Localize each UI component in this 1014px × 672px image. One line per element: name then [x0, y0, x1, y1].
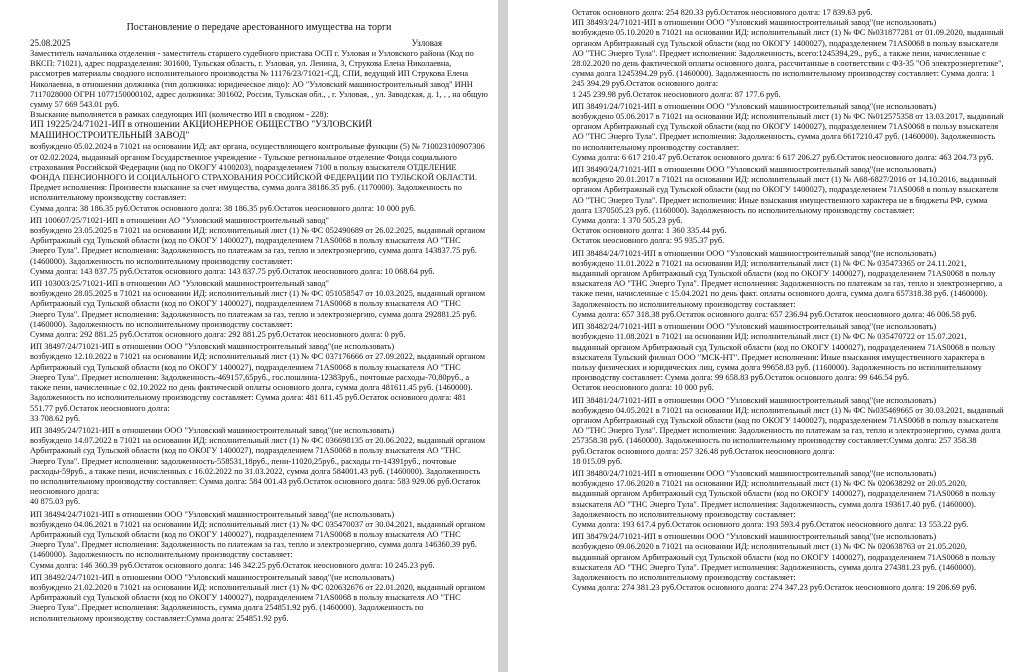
entry-head: ИП 38495/24/71021-ИП в отношении ООО "Узловский машиностроительный завод"(не использовать) — [30, 425, 395, 435]
entry-sum: 33 708.62 руб. — [30, 413, 81, 423]
entry-head: ИП 19225/24/71021-ИП в отношении АКЦИОНЕРНОЕ ОБЩЕСТВО "УЗЛОВСКИЙ МАШИНОСТРОИТЕЛЬНЫЙ ЗАВОД" — [30, 120, 373, 142]
entry-body: возбуждено 04.05.2021 в 71021 на основании ИД: исполнительный лист (1) № ФС №035469665 от 30.03.2021, выданный органом Арбитражный суд Тульской области (код по ОКОГУ 1400027), подразделением 71AS0068 в пользу взыскателя АО "ТНС Энерго Тула". Предмет исполнения: Задолженность по платежам за газ, тепло и электроэнергию, сумма долга 257358.38 руб. (1460000). Задолженность по исполнительному производству составляет:Сумма долга: 257 358.38 руб.Остаток основного долга: 257 326.48 руб.Остаток неосновного долга: — [572, 405, 1004, 456]
intro-paragraph: Заместитель начальника отделения - заместитель старшего судебного пристава ОСП г. Узловая и Узловского района (Код по ВКСП: 71021), адрес подразделения: 301600, Тульская область, г. Узловая, ул. Ленина, 3, Струкова Елена Николаевна, рассмотрев материалы сводного исполнительного производства № 11176/23/71021-СД, СПИ, ведущий ИП Струкова Елена Николаевна, в отношении должника (тип должника: юридическое лицо): АО "Узловский машиностроительный завод" ИНН 7117028000 ОГРН 1077150000102, адрес должника: 301602, Россия, Тульская обл., , г. Узловая, , ул. Заводская, д. 1, , , на общую сумму 57 669 543.01 руб. — [30, 49, 488, 110]
entry-head: ИП 38480/24/71021-ИП в отношении ООО "Узловский машиностроительный завод"(не использовать) — [572, 468, 937, 478]
entry-body: возбуждено 04.06.2021 в 71021 на основании ИД: исполнительный лист (1) № ФС 035470037 от 30.04.2021, выданный органом Арбитражный суд Тульской области (код по ОКОГУ 1400027), подразделением 71AS0068 в пользу взыскателя АО "ТНС Энерго Тула". Предмет исполнения: Задолженность по платежам за газ, тепло и электроэнергию, сумма долга 146360.39 руб. (1460000). Задолженность по исполнительному производству составляет: — [30, 519, 486, 560]
enforcement-entry — [572, 469, 1004, 530]
entry-head: ИП 38494/24/71021-ИП в отношении ООО "Узловский машиностроительный завод"(не использовать) — [30, 509, 395, 519]
entry-head: ИП 38484/24/71021-ИП в отношении ООО "Узловский машиностроительный завод"(не использовать) — [572, 248, 937, 258]
continued-sum: Остаток основного долга: 254 820.33 руб.Остаток неосновного долга: 17 839.63 руб. — [572, 8, 873, 17]
entry-sum: 18 015.09 руб. — [572, 456, 623, 466]
entry-sum: Сумма долга: 274 381.23 руб.Остаток основного долга: 274 347.23 руб.Остаток неосновного долга: 19 206.69 руб. — [572, 583, 977, 593]
entry-body: возбуждено 09.06.2020 в 71021 на основании ИД: исполнительный лист (1) № ФС № 020638763 от 21.05.2020, выданный органом Арбитражный суд Тульской области (код по ОКОГУ 1400027), подразделением 71AS0068 в пользу взыскателя АО "ТНС Энерго Тула". Предмет исполнения: Задолженность, сумма долга 274381.23 руб. (1460000). Задолженность по исполнительному производству составляет: — [572, 542, 996, 582]
entry-head: ИП 38491/24/71021-ИП в отношении ООО "Узловский машиностроительный завод"(не использовать) — [572, 101, 937, 111]
entry-body: возбуждено 05.02.2024 в 71021 на основании ИД: акт органа, осуществляющего контрольные функции (5) № 710023100907306 от 02.02.2024, выданный органом Государственное учреждение - Тульское региональное отделение Фонда социального страхования Российской Федерации (код по ОКОГУ 4100203), подразделением 7100 в пользу взыскателя ОТДЕЛЕНИЕ ФОНДА ПЕНСИОННОГО И СОЦИАЛЬНОГО СТРАХОВАНИЯ РОССИЙСКОЙ ФЕДЕРАЦИИ ПО ТУЛЬСКОЙ ОБЛАСТИ. Предмет исполнения: Произвести взыскание за счет имущества, сумма долга 38186.35 руб. (1170000). Задолженность по исполнительному производству составляет: — [30, 142, 485, 203]
entry-body: возбуждено 23.05.2025 в 71021 на основании ИД: исполнительный лист (1) № ФС 052490689 от 26.02.2025, выданный органом Арбитражный суд Тульской области (код по ОКОГУ 1400027), подразделением 71AS0068 в пользу взыскателя АО "ТНС Энерго Тула". Предмет исполнения: Задолженность по платежам за газ, тепло и электроэнергию, сумма долга 143837.75 руб. (1460000). Задолженность по исполнительному производству составляет: — [30, 226, 486, 266]
enforcement-entry — [30, 120, 488, 213]
enforcement-entry — [30, 279, 488, 340]
enforcement-entry — [572, 532, 1004, 593]
entry-body: возбуждено 28.05.2025 в 71021 на основании ИД: исполнительный лист (1) № ФС 051058547 от 10.03.2025, выданный органом Арбитражный суд Тульской области (код по ОКОГУ 1400027), подразделением 71AS0068 в пользу взыскателя АО "ТНС Энерго Тула". Предмет исполнения: Задолженность по платежам за газ, тепло и электроэнергию, сумма долга 292881.25 руб. (1460000). Задолженность по исполнительному производству составляет: — [30, 289, 486, 329]
document-date: 25.08.2025 — [30, 38, 71, 48]
entry-sum: Остаток неосновного долга: 10 000 руб. — [572, 383, 714, 393]
entry-head: ИП 38482/24/71021-ИП в отношении ООО "Узловский машиностроительный завод"(не использовать) — [572, 322, 937, 332]
entry-body: возбуждено 17.06.2020 в 71021 на основании ИД: исполнительный лист (1) № ФС № 020638292 от 20.05.2020, выданный органом Арбитражный суд Тульской области (код по ОКОГУ 1400027), подразделением 71AS0068 в пользу взыскателя АО "ТНС Энерго Тула". Предмет исполнения: Задолженность, сумма долга 193617.40 руб. (1460000). Задолженность по исполнительному производству составляет: — [572, 479, 996, 519]
entry-head: ИП 38492/24/71021-ИП в отношении ООО "Узловский машиностроительный завод"(не использовать) — [30, 572, 395, 582]
entry-sum: Сумма долга: 292 881.25 руб.Остаток основного долга: 292 881.25 руб.Остаток неосновного долга: 0 руб. — [30, 330, 406, 340]
document-page-left — [0, 0, 498, 672]
entry-sum: Сумма долга: 193 617.4 руб.Остаток основного долга: 193 593.4 руб.Остаток неосновного долга: 13 553.22 руб. — [572, 519, 969, 529]
entry-head: ИП 38481/24/71021-ИП в отношении ООО "Узловский машиностроительный завод"(не использовать) — [572, 395, 937, 405]
enforcement-entry — [30, 426, 488, 508]
entry-head: ИП 38479/24/71021-ИП в отношении ООО "Узловский машиностроительный завод"(не использовать) — [572, 532, 937, 542]
entry-body: возбуждено 05.10.2020 в 71021 на основании ИД: исполнительный лист (1) № ФС №031877281 от 01.09.2020, выданный органом Арбитражный суд Тульской области (код по ОКОГУ 1400027), подразделением 71AS0068 в пользу взыскателя АО "ТНС Энерго Тула". Предмет исполнения: Задолженность, всего:1245394,29., руб., а также пени, начисленные с 28.02.2020 по день фактической оплаты основного долга, рассчитанные в соответствии с ФЗ-35 "Об электроэнергетике", сумма долга 1245394.29 руб. (1460000). Задолженность по исполнительному производству составляет: Сумма долга: 1 245 394.29 руб.Остаток основного долга: — [572, 28, 1004, 89]
enforcement-entry — [30, 573, 488, 624]
subintro-paragraph: Взыскание выполняется в рамках следующих ИП (количество ИП в сводном - 228): — [30, 110, 329, 120]
enforcement-entry — [572, 165, 1004, 247]
entry-sum: Сумма долга: 6 617 210.47 руб.Остаток основного долга: 6 617 206.27 руб.Остаток неосновного долга: 463 204.73 руб. — [572, 152, 994, 162]
entry-head: ИП 100607/25/71021-ИП в отношении АО "Узловский машиностроительный завод" — [30, 215, 329, 225]
entry-body: возбуждено 11.01.2022 в 71021 на основании ИД: исполнительный лист (1) № ФС № 035473365 от 24.11.2021, выданный органом Арбитражный суд Тульской области (код по ОКОГУ 1400027), подразделением 71AS0068 в пользу взыскателя АО "ТНС Энерго Тула". Предмет исполнения: Задолженность по платежам за газ, тепло и электроэнергию, а также пени, начисленные с 15.04.2021 по день факт. оплаты основного долга, сумма долга 657318.38 руб. (1460000). Задолженность по исполнительному производству составляет: — [572, 258, 1003, 309]
enforcement-entry — [572, 396, 1004, 467]
entry-head: ИП 103003/25/71021-ИП в отношении АО "Узловский машиностроительный завод" — [30, 279, 329, 289]
enforcement-entry — [572, 249, 1004, 320]
entry-sum: Сумма долга: 143 837.75 руб.Остаток основного долга: 143 837.75 руб.Остаток неосновного долга: 10 068.64 руб. — [30, 266, 435, 276]
entry-sum: Сумма долга: 1 370 505.23 руб. Остаток основного долга: 1 360 335.44 руб. Остаток неосновного долга: 95 935.37 руб. — [572, 216, 727, 246]
enforcement-entry — [572, 102, 1004, 163]
entry-body: возбуждено 14.07.2022 в 71021 на основании ИД: исполнительный лист (1) № ФС 036698135 от 20.06.2022, выданный органом Арбитражный суд Тульской области (код по ОКОГУ 1400027), подразделением 71AS0068 в пользу взыскателя АО "ТНС Энерго Тула". Предмет исполнения: задолженность-558531,18руб., пени-11020,25руб., расходы гп-14391руб., почтовые расходы-59руб., а также пени, исчисленных с 16.02.2022 по 31.03.2022, сумма долга 584001.43 руб. (1460000). Задолженность по исполнительному производству составляет: Сумма долга: 584 001.43 руб.Остаток основного долга: 583 929.06 руб.Остаток неосновного долга: — [30, 436, 486, 497]
entry-body: возбуждено 20.01.2017 в 71021 на основании ИД: исполнительный лист (1) № А68-6827/2016 от 14.10.2016, выданный органом Арбитражный суд Тульской области (код по ОКОГУ 1400027), подразделением 71AS0068 в пользу взыскателя АО "ТНС Энерго Тула". Предмет исполнения: Иные взыскания имущественного характера не в бюджеты РФ, сумма долга 1370505.23 руб. (1160000). Задолженность по исполнительному производству составляет: — [572, 175, 999, 215]
document-city: Узловая — [411, 38, 442, 48]
entry-body: возбуждено 12.10.2022 в 71021 на основании ИД: исполнительный лист (1) № ФС 037176666 от 27.09.2022, выданный органом Арбитражный суд Тульской области (код по ОКОГУ 1400027), подразделением 71AS0068 в пользу взыскателя АО "ТНС Энерго Тула". Предмет исполнения: Задолженность-469157,65руб., гос.пошлина-12383руб., почтовые расходы-70,80руб., а также пени, начисленные с 02.10.2022 по день фактической оплаты основного долга, сумма долга 481611.45 руб. (1460000). Задолженность по исполнительному производству составляет: Сумма долга: 481 611.45 руб.Остаток основного долга: 481 551.77 руб.Остаток неосновного долга: — [30, 352, 486, 413]
entry-head: ИП 38490/24/71021-ИП в отношении ООО "Узловский машиностроительный завод"(не использовать) — [572, 165, 937, 175]
page-gap — [498, 0, 508, 672]
document-title: Постановление о передаче арестованного имущества на торги — [126, 22, 392, 33]
enforcement-entry — [572, 322, 1004, 393]
entry-sum: 1 245 239.98 руб.Остаток неосновного долга: 87 177.6 руб. — [572, 89, 781, 99]
document-page-right — [508, 0, 1014, 672]
entry-head: ИП 38497/24/71021-ИП в отношении ООО "Узловский машиностроительный завод"(не использовать) — [30, 342, 395, 352]
entry-body: возбуждено 05.06.2017 в 71021 на основании ИД: исполнительный лист (1) № ФС №012575358 от 13.03.2017, выданный органом Арбитражный суд Тульской области (код по ОКОГУ 1400027), подразделением 71AS0068 в пользу взыскателя АО "ТНС Энерго Тула". Предмет исполнения: Задолженность, сумма долга 6617210.47 руб. (1460000). Задолженность по исполнительному производству составляет: — [572, 112, 1004, 152]
entry-sum: 40 875.03 руб. — [30, 497, 81, 507]
entry-body: возбуждено 11.08.2021 в 71021 на основании ИД: исполнительный лист (1) № ФС № 035470722 от 15.07.2021, выданный органом Арбитражный суд Тульской области (код по ОКОГУ 1400027), подразделением 71AS0068 в пользу взыскателя Тульский филиал ООО "МСК-НТ". Предмет исполнения: Иные взыскания имущественного характера в пользу физических и юридических лиц, сумма долга 99658.83 руб. (1160000). Задолженность по исполнительному производству составляет: Сумма долга: 99 658.83 руб.Остаток основного долга: 99 646.54 руб. — [572, 332, 996, 383]
enforcement-entry — [30, 342, 488, 424]
entry-sum: Сумма долга: 146 360.39 руб.Остаток основного долга: 146 342.25 руб.Остаток неосновного долга: 10 245.23 руб. — [30, 560, 435, 570]
entry-body: возбуждено 21.02.2020 в 71021 на основании ИД: исполнительный лист (1) № ФС 020632676 от 22.01.2020, выданный органом Арбитражный суд Тульской области (код по ОКОГУ 1400027), подразделением 71AS0068 в пользу взыскателя АО "ТНС Энерго Тула". Предмет исполнения: Задолженность, сумма долга 254851.92 руб. (1460000). Задолженность по исполнительному производству составляет:Сумма долга: 254851.92 руб. — [30, 582, 486, 623]
enforcement-entry — [30, 216, 488, 277]
enforcement-entry — [572, 18, 1004, 100]
enforcement-entry — [30, 510, 488, 571]
entry-head: ИП 38493/24/71021-ИП в отношении ООО "Узловский машиностроительный завод"(не использовать) — [572, 18, 937, 28]
entry-sum: Сумма долга: 657 318.38 руб.Остаток основного долга: 657 236.94 руб.Остаток неосновного долга: 46 006.58 руб. — [572, 309, 977, 319]
entry-sum: Сумма долга: 38 186.35 руб.Остаток основного долга: 38 186.35 руб.Остаток неосновного долга: 10 000 руб. — [30, 203, 416, 213]
date-city-row — [30, 38, 488, 49]
